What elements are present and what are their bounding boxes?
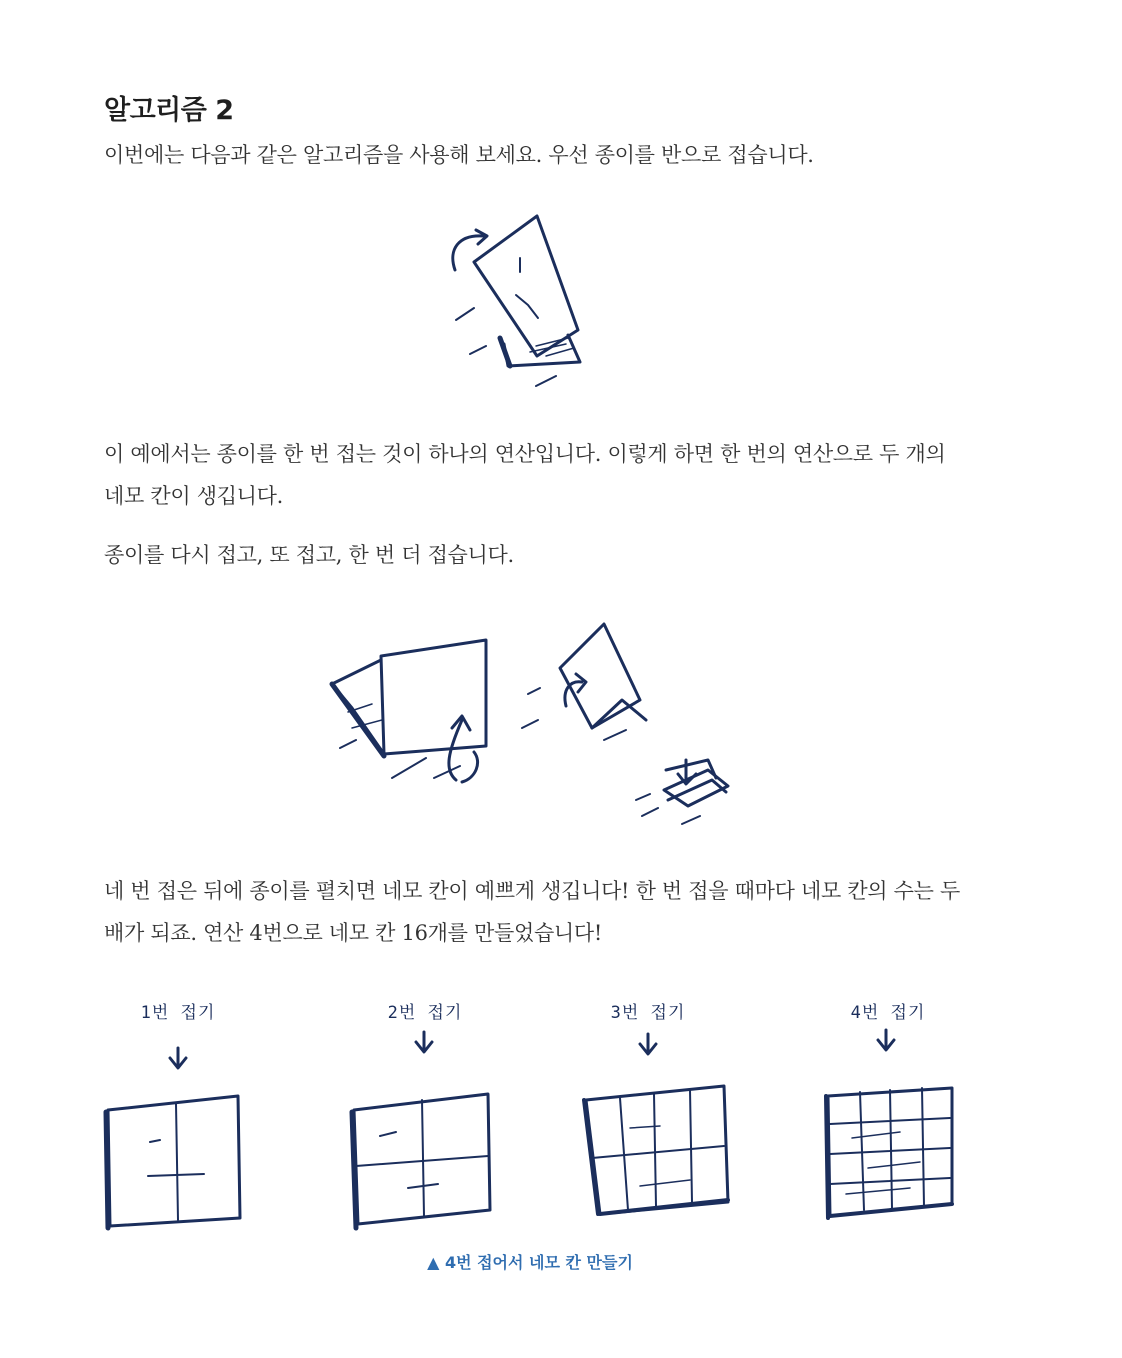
down-arrow-icon-4 — [878, 1030, 894, 1050]
fold-step-1-label: 1번 접기 — [140, 1003, 216, 1023]
figure-caption: ▲ 4번 접어서 네모 칸 만들기 — [427, 1253, 633, 1272]
intro-paragraph: 이번에는 다음과 같은 알고리즘을 사용해 보세요. 우선 종이를 반으로 접습니다. — [104, 143, 814, 167]
paper-fold-3 — [584, 1086, 728, 1214]
section-heading: 알고리즘 2 — [104, 95, 234, 126]
paper-fold-4 — [826, 1088, 952, 1218]
paper-fold-2 — [352, 1094, 490, 1228]
repeat-paragraph: 종이를 다시 접고, 또 접고, 한 번 더 접습니다. — [104, 543, 514, 567]
fold-arrow-icon-2 — [576, 674, 586, 692]
down-arrow-icon-3 — [640, 1034, 656, 1054]
down-arrow-icon-1 — [170, 1048, 186, 1068]
result-paragraph: 네 번 접은 뒤에 종이를 펼치면 네모 칸이 예쁘게 생깁니다! 한 번 접을 때마다 네모 칸의 수는 두 배가 되죠. 연산 4번으로 네모 칸 16개를 만들었습니다! — [104, 879, 960, 945]
down-arrow-icon-2 — [416, 1032, 432, 1052]
down-arrow-icon — [678, 760, 696, 784]
paper-sheet-back — [504, 335, 580, 366]
paper-fold-1 — [106, 1096, 240, 1228]
fold-step-2-label: 2번 접기 — [387, 1003, 463, 1023]
rotate-arrow-icon — [453, 236, 484, 270]
fold-step-3-label: 3번 접기 — [610, 1003, 686, 1023]
fold-step-4-label: 4번 접기 — [850, 1003, 926, 1023]
example-paragraph: 이 예에서는 종이를 한 번 접는 것이 하나의 연산입니다. 이렇게 하면 한 번의 연산으로 두 개의 네모 칸이 생깁니다. — [104, 442, 946, 508]
paper-sheet-front — [474, 216, 578, 356]
fold-arrow-icon-1 — [452, 716, 470, 730]
